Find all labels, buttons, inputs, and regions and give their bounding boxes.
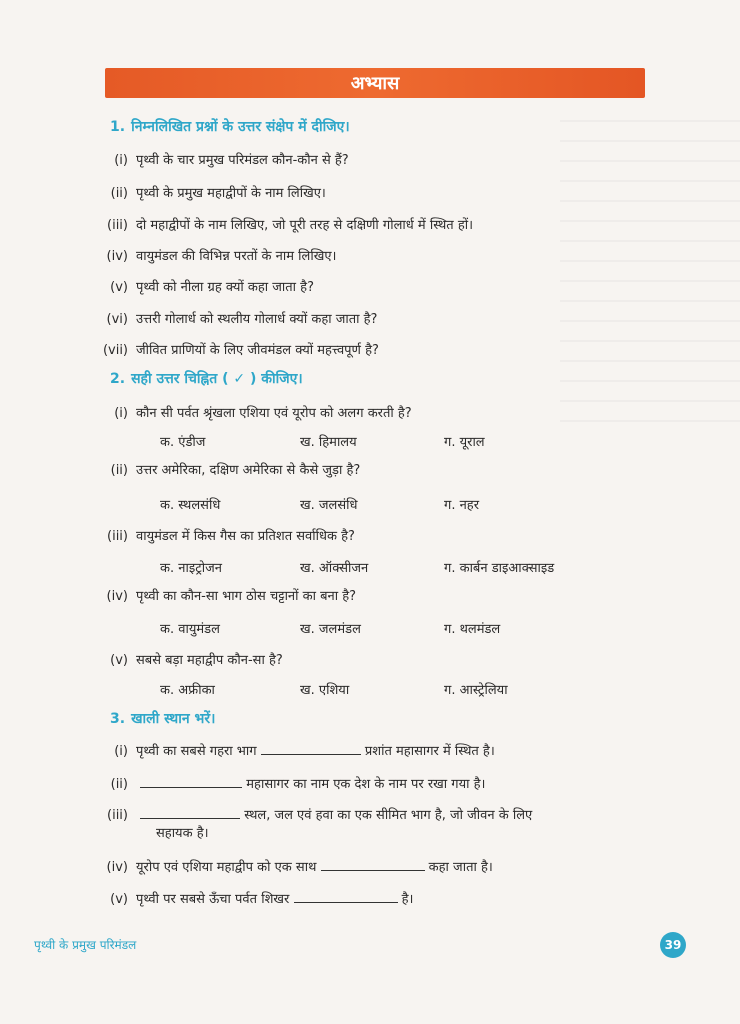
- q1-iii: (iii) दो महाद्वीपों के नाम लिखिए, जो पूरी तरह से दक्षिणी गोलार्ध में स्थित हों।: [107, 218, 474, 233]
- q2-iv-option-b[interactable]: ख. जलमंडल: [300, 622, 361, 637]
- q2-v-option-a[interactable]: क. अफ्रीका: [160, 683, 215, 698]
- q1-ii: (ii) पृथ्वी के प्रमुख महाद्वीपों के नाम लिखिए।: [110, 186, 326, 201]
- q3-i: (i) पृथ्वी का सबसे गहरा भाग प्रशांत महासागर में स्थित है।: [114, 744, 495, 759]
- section-3-title: 3. खाली स्थान भरें।: [110, 711, 216, 727]
- q3-iii: (iii) स्थल, जल एवं हवा का एक सीमित भाग है, जो जीवन के लिए: [107, 808, 533, 823]
- show-through-text: [560, 120, 740, 440]
- q1-vi: (vi) उत्तरी गोलार्ध को स्थलीय गोलार्ध क्यों कहा जाता है?: [106, 312, 378, 327]
- q2-iii: (iii) वायुमंडल में किस गैस का प्रतिशत सर्वाधिक है?: [107, 529, 355, 544]
- q1-v: (v) पृथ्वी को नीला ग्रह क्यों कहा जाता है?: [110, 280, 314, 295]
- q2-iv-option-a[interactable]: क. वायुमंडल: [160, 622, 220, 637]
- q2-v-option-b[interactable]: ख. एशिया: [300, 683, 350, 698]
- q1-iv: (iv) वायुमंडल की विभिन्न परतों के नाम लिखिए।: [106, 249, 337, 264]
- q3-v-blank[interactable]: [294, 892, 398, 903]
- exercise-banner: [105, 68, 645, 98]
- footer-chapter-title: पृथ्वी के प्रमुख परिमंडल: [34, 938, 137, 952]
- q2-ii-option-b[interactable]: ख. जलसंधि: [300, 498, 358, 513]
- q2-iii-option-a[interactable]: क. नाइट्रोजन: [160, 561, 222, 576]
- page-number-badge: 39: [660, 932, 686, 958]
- q2-v-option-c[interactable]: ग. आस्ट्रेलिया: [444, 683, 508, 698]
- q2-ii-option-a[interactable]: क. स्थलसंधि: [160, 498, 221, 513]
- q3-iii-blank[interactable]: [140, 808, 240, 819]
- section-2-title: 2. सही उत्तर चिह्नित ( ✓ ) कीजिए।: [110, 371, 303, 387]
- q3-ii: (ii) महासागर का नाम एक देश के नाम पर रखा गया है।: [110, 777, 486, 792]
- q3-iii-continuation: सहायक है।: [156, 826, 209, 841]
- q2-ii-option-c[interactable]: ग. नहर: [444, 498, 480, 513]
- q2-iii-option-c[interactable]: ग. कार्बन डाइआक्साइड: [444, 561, 555, 576]
- q2-i-option-a[interactable]: क. एंडीज: [160, 435, 206, 450]
- q2-i-option-b[interactable]: ख. हिमालय: [300, 435, 357, 450]
- q1-i: (i) पृथ्वी के चार प्रमुख परिमंडल कौन-कौन से हैं?: [114, 153, 349, 168]
- q3-i-blank[interactable]: [261, 744, 361, 755]
- q2-ii: (ii) उत्तर अमेरिका, दक्षिण अमेरिका से कैसे जुड़ा है?: [110, 463, 361, 478]
- q3-iv-blank[interactable]: [321, 860, 425, 871]
- q3-ii-blank[interactable]: [140, 777, 242, 788]
- q2-iv: (iv) पृथ्वी का कौन-सा भाग ठोस चट्टानों का बना है?: [106, 589, 357, 604]
- q1-vii: (vii) जीवित प्राणियों के लिए जीवमंडल क्यों महत्त्वपूर्ण है?: [102, 343, 379, 358]
- q2-i: (i) कौन सी पर्वत श्रृंखला एशिया एवं यूरोप को अलग करती है?: [114, 406, 412, 421]
- q2-i-option-c[interactable]: ग. यूराल: [444, 435, 485, 450]
- q3-iv: (iv) यूरोप एवं एशिया महाद्वीप को एक साथ कहा जाता है।: [106, 860, 493, 875]
- q2-iv-option-c[interactable]: ग. थलमंडल: [444, 622, 501, 637]
- banner-title: अभ्यास: [350, 73, 400, 94]
- q2-v: (v) सबसे बड़ा महाद्वीप कौन-सा है?: [110, 653, 283, 668]
- section-1-title: 1. निम्नलिखित प्रश्नों के उत्तर संक्षेप में दीजिए।: [110, 119, 350, 135]
- q2-iii-option-b[interactable]: ख. ऑक्सीजन: [300, 561, 369, 576]
- q3-v: (v) पृथ्वी पर सबसे ऊँचा पर्वत शिखर है।: [110, 892, 414, 907]
